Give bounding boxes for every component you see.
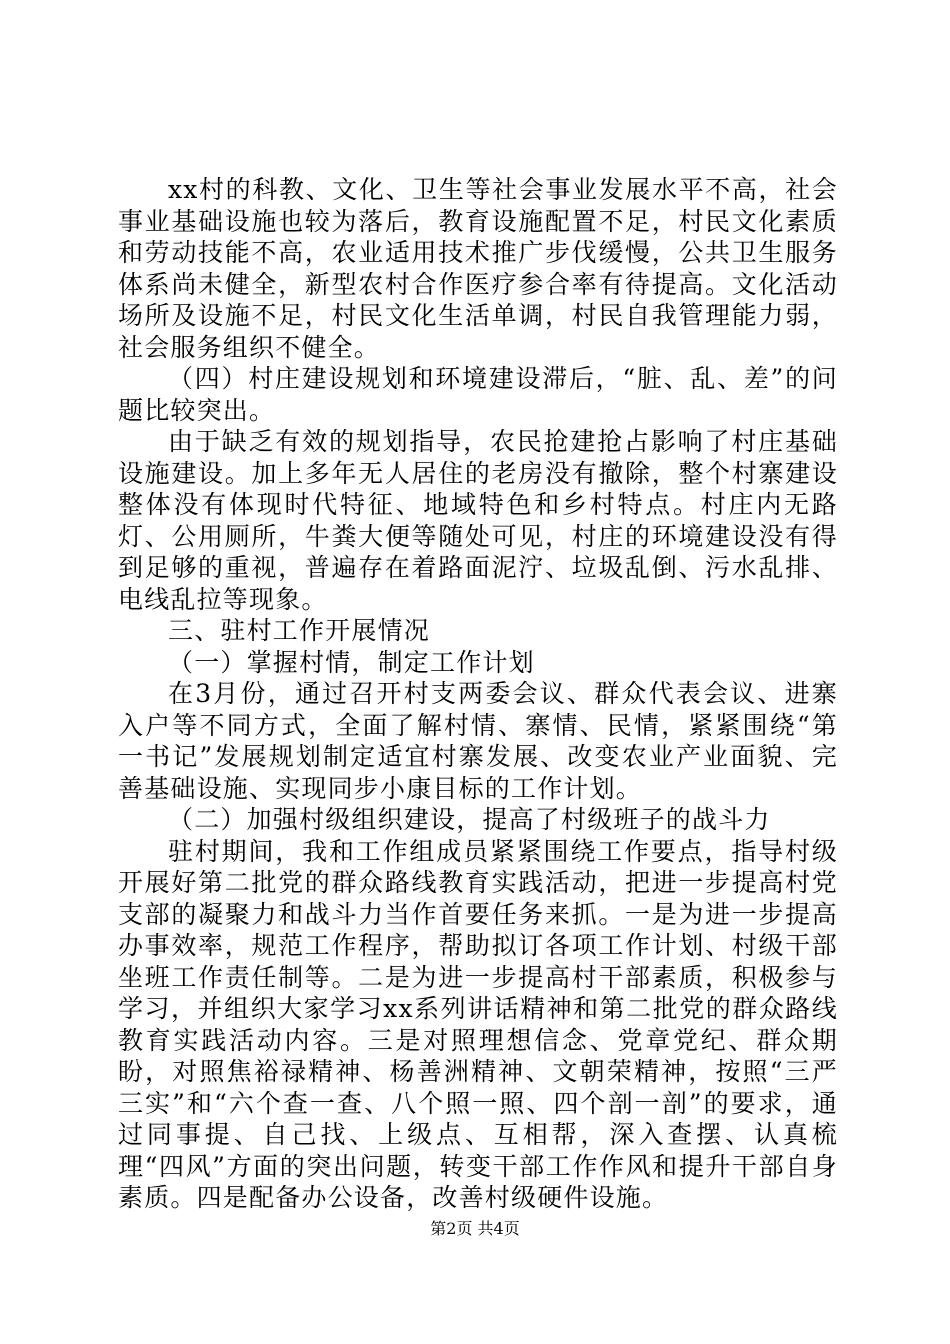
section-subheading: （四）村庄建设规划和环境建设滞后，“脏、乱、差”的问题比较突出。 [118, 364, 838, 425]
section-heading: 三、驻村工作开展情况 [168, 616, 431, 645]
body-paragraph: 驻村期间，我和工作组成员紧紧围绕工作要点，指导村级开展好第二批党的群众路线教育实践活动，把进一步提高村党支部的凝聚力和战斗力当作首要任务来抓。一是为进一步提高办事效率，规范工作程序，帮助拟订各项工作计划、村级干部坐班工作责任制等。二是为进一步提高村干部素质，积极参与学习，并组织大家学习xx系列讲话精神和第二批党的群众路线教育实践活动内容。三是对照理想信念、党章党纪、群众期盼，对照焦裕禄精神、杨善洲精神、文朝荣精神，按照“三严三实”和“六个查一查、八个照一照、四个剖一剖”的要求，通过同事提、自己找、上级点、互相帮，深入查摆、认真梳理“四风”方面的突出问题，转变干部工作作风和提升干部自身素质。四是配备办公设备，改善村级硬件设施。 [118, 836, 838, 1212]
body-paragraph: xx村的科教、文化、卫生等社会事业发展水平不高，社会事业基础设施也较为落后，教育设施配置不足，村民文化素质和劳动技能不高，农业适用技术推广步伐缓慢，公共卫生服务体系尚未健全，新型农村合作医疗参合率有待提高。文化活动场所及设施不足，村民文化生活单调，村民自我管理能力弱，社会服务组织不健全。 [118, 175, 838, 362]
section-subheading: （二）加强村级组织建设，提高了村级班子的战斗力 [168, 805, 771, 834]
page-number-footer: 第2页 共4页 [430, 1219, 520, 1238]
section-subheading: （一）掌握村情，制定工作计划 [168, 647, 535, 677]
body-paragraph: 在3月份，通过召开村支两委会议、群众代表会议、进寨入户等不同方式，全面了解村情、寨情、民情，紧紧围绕“第一书记”发展规划制定适宜村寨发展、改变农业产业面貌、完善基础设施、实现同步小康目标的工作计划。 [118, 679, 838, 803]
document-body [118, 174, 838, 1214]
body-paragraph: 由于缺乏有效的规划指导，农民抢建抢占影响了村庄基础设施建设。加上多年无人居住的老房没有撤除，整个村寨建设整体没有体现时代特征、地域特色和乡村特点。村庄内无路灯、公用厕所，牛粪大便等随处可见，村庄的环境建设没有得到足够的重视，普遍存在着路面泥泞、垃圾乱倒、污水乱排、电线乱拉等现象。 [118, 427, 838, 614]
